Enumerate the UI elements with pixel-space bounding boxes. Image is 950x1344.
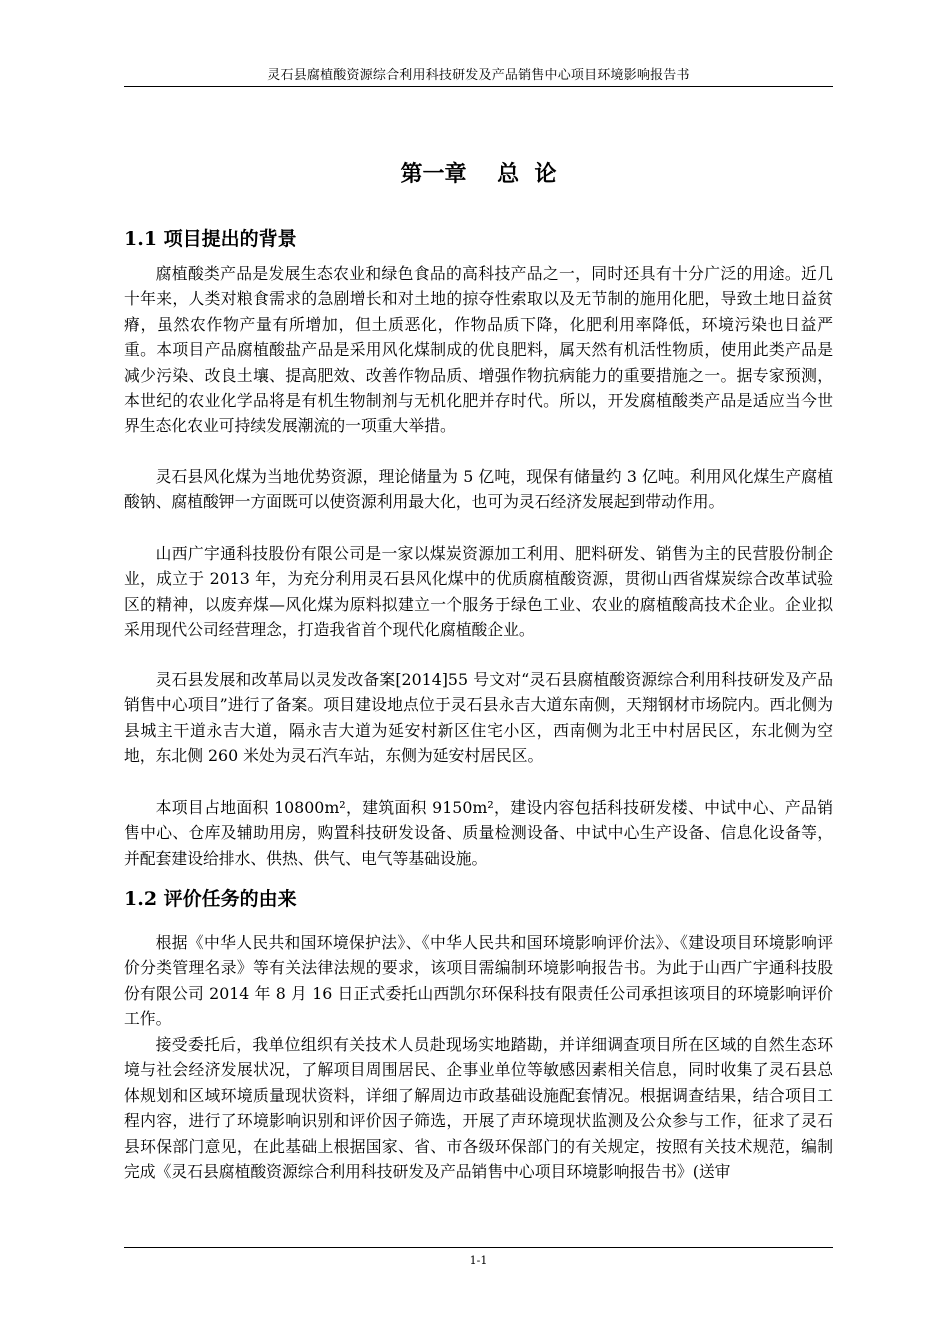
paragraph: 山西广宇通科技股份有限公司是一家以煤炭资源加工利用、肥料研发、销售为主的民营股份制企业，成立于 2013 年，为充分利用灵石县风化煤中的优质腐植酸资源，贯彻山西省煤炭综合改革试验区的精神，以废弃煤—风化煤为原料拟建立一个服务于绿色工业、农业的腐植酸高技术企业。企业拟采用现代公司经营理念，打造我省首个现代化腐植酸企业。 [124,544,833,640]
section-heading: 1.2 评价任务的由来 [124,888,297,910]
page-number: 1-1 [469,1254,488,1267]
paragraph: 灵石县发展和改革局以灵发改备案[2014]55 号文对“灵石县腐植酸资源综合利用科技研发及产品销售中心项目”进行了备案。项目建设地点位于灵石县永吉大道东南侧，天翔钢材市场院内。西北侧为县城主干道永吉大道，隔永吉大道为延安村新区住宅小区，西南侧为北王中村居民区，东北侧为空地，东北侧 260 米处为灵石汽车站，东侧为延安村居民区。 [124,670,833,766]
footer-rule [124,1247,833,1248]
paragraph: 接受委托后，我单位组织有关技术人员赴现场实地踏勘，并详细调查项目所在区域的自然生态环境与社会经济发展状况，了解项目周围居民、企事业单位等敏感因素相关信息，同时收集了灵石县总体规划和区域环境质量现状资料，详细了解周边市政基础设施配套情况。根据调查结果，结合项目工程内容，进行了环境影响识别和评价因子筛选，开展了声环境现状监测及公众参与工作，征求了灵石县环保部门意见，在此基础上根据国家、省、市各级环保部门的有关规定，按照有关技术规范，编制完成《灵石县腐植酸资源综合利用科技研发及产品销售中心项目环境影响报告书》(送审 [124,1035,833,1182]
paragraph: 根据《中华人民共和国环境保护法》、《中华人民共和国环境影响评价法》、《建设项目环境影响评价分类管理名录》等有关法律法规的要求，该项目需编制环境影响报告书。为此于山西广宇通科技股份有限公司 2014 年 8 月 16 日正式委托山西凯尔环保科技有限责任公司承担该项目的环境影响评价工作。 [124,933,833,1029]
page-header-title: 灵石县腐植酸资源综合利用科技研发及产品销售中心项目环境影响报告书 [267,68,690,83]
paragraph: 腐植酸类产品是发展生态农业和绿色食品的高科技产品之一，同时还具有十分广泛的用途。近几十年来，人类对粮食需求的急剧增长和对土地的掠夺性索取以及无节制的施用化肥，导致土地日益贫瘠，虽然农作物产量有所增加，但土质恶化，作物品质下降，化肥利用率降低，环境污染也日益严重。本项目产品腐植酸盐产品是采用风化煤制成的优良肥料，属天然有机活性物质，使用此类产品是减少污染、改良土壤、提高肥效、改善作物品质、增强作物抗病能力的重要措施之一。据专家预测，本世纪的农业化学品将是有机生物制剂与无机化肥并存时代。所以，开发腐植酸类产品是适应当今世界生态化农业可持续发展潮流的一项重大举措。 [124,264,833,436]
paragraph: 本项目占地面积 10800m²，建筑面积 9150m²，建设内容包括科技研发楼、中试中心、产品销售中心、仓库及辅助用房，购置科技研发设备、质量检测设备、中试中心生产设备、信息化设备等，并配套建设给排水、供热、供气、电气等基础设施。 [124,798,833,868]
header-rule [124,86,833,87]
section-heading: 1.1 项目提出的背景 [124,228,297,250]
chapter-title: 第一章 总 论 [400,161,557,187]
paragraph: 灵石县风化煤为当地优势资源，理论储量为 5 亿吨，现保有储量约 3 亿吨。利用风化煤生产腐植酸钠、腐植酸钾一方面既可以使资源利用最大化，也可为灵石经济发展起到带动作用。 [124,467,833,512]
